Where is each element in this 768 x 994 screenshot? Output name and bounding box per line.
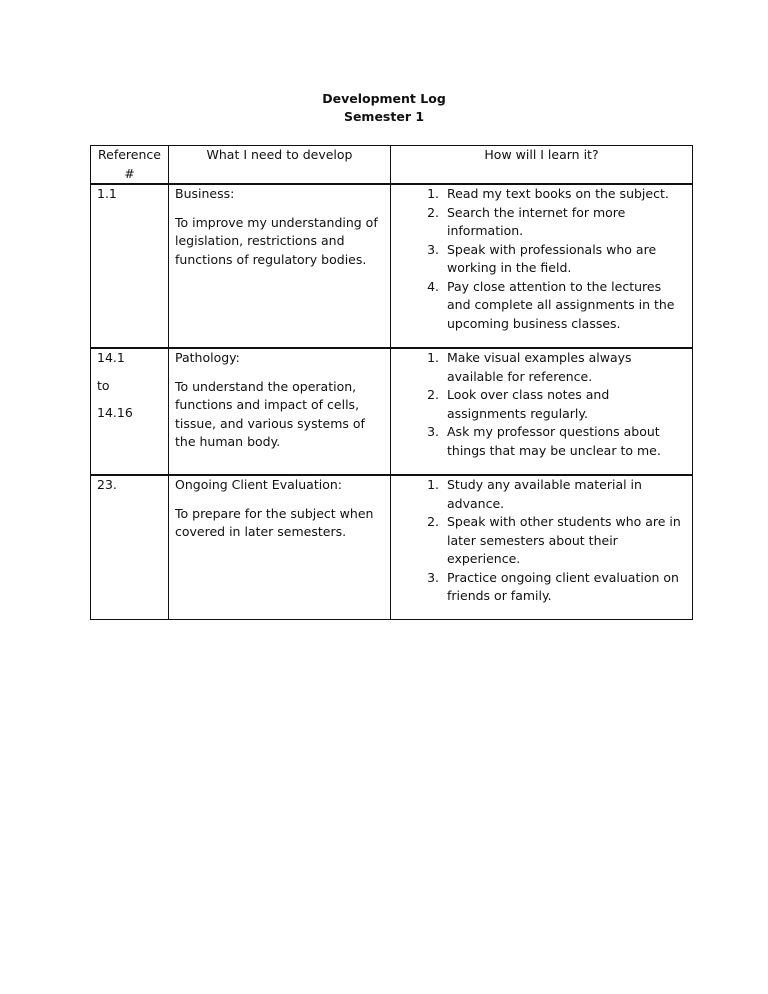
reference-value: 14.1	[97, 350, 125, 365]
learn-list	[397, 185, 686, 333]
list-item: 2. Search the internet for more information.	[443, 204, 686, 241]
header-learn: How will I learn it?	[391, 146, 693, 185]
header-develop: What I need to develop	[169, 146, 391, 185]
develop-heading: Ongoing Client Evaluation:	[175, 477, 342, 492]
list-item: 2. Speak with other students who are in later semesters about their experience.	[443, 513, 686, 569]
develop-heading: Business:	[175, 186, 235, 201]
list-item: 1. Read my text books on the subject.	[443, 185, 686, 204]
develop-description: To understand the operation, functions and impact of cells, tissue, and various systems of the human body.	[175, 378, 365, 449]
list-item: 3. Ask my professor questions about things that may be unclear to me.	[443, 423, 686, 460]
develop-cell	[169, 475, 391, 619]
header-reference: Reference #	[91, 146, 169, 185]
table-row	[91, 184, 693, 348]
table-row	[91, 475, 693, 619]
develop-description: To improve my understanding of legislation, restrictions and functions of regulatory bodies.	[175, 214, 378, 267]
document-title: Development Log	[322, 91, 446, 106]
development-log-table	[90, 145, 693, 620]
reference-value: 14.16	[97, 405, 133, 420]
list-item: 1. Make visual examples always available for reference.	[443, 349, 686, 386]
reference-value: 1.1	[97, 186, 117, 201]
list-item: 1. Study any available material in advance.	[443, 476, 686, 513]
learn-cell	[391, 475, 693, 619]
reference-value: 23.	[97, 477, 117, 492]
document-subtitle: Semester 1	[343, 109, 425, 124]
reference-value: to	[97, 377, 110, 393]
table-header-row	[91, 146, 693, 185]
develop-heading: Pathology:	[175, 350, 240, 365]
learn-cell	[391, 184, 693, 348]
learn-list	[397, 476, 686, 606]
reference-cell	[91, 475, 169, 619]
list-item: 2. Look over class notes and assignments regularly.	[443, 386, 686, 423]
develop-cell	[169, 348, 391, 475]
reference-cell	[91, 348, 169, 475]
learn-cell	[391, 348, 693, 475]
develop-cell	[169, 184, 391, 348]
table-row	[91, 348, 693, 475]
develop-description: To prepare for the subject when covered in later semesters.	[175, 505, 374, 539]
list-item: 3. Practice ongoing client evaluation on friends or family.	[443, 569, 686, 606]
list-item: 3. Speak with professionals who are working in the field.	[443, 241, 686, 278]
reference-cell	[91, 184, 169, 348]
list-item: 4. Pay close attention to the lectures and complete all assignments in the upcoming business classes.	[443, 278, 686, 334]
learn-list	[397, 349, 686, 460]
